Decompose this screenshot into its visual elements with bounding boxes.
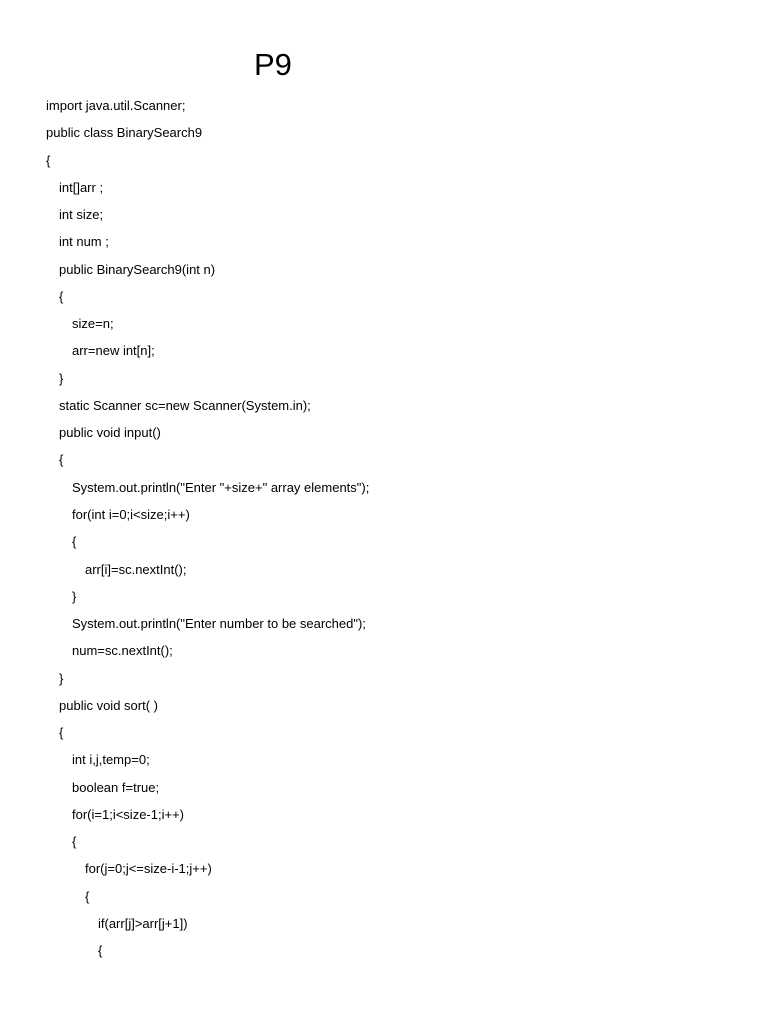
code-line: arr[i]=sc.nextInt(); — [85, 561, 187, 577]
code-line: int i,j,temp=0; — [72, 752, 150, 768]
code-line: { — [98, 943, 103, 959]
code-line: import java.util.Scanner; — [46, 98, 186, 113]
code-block — [46, 92, 746, 965]
code-line: { — [59, 288, 64, 304]
code-line: int size; — [59, 207, 104, 223]
code-line: if(arr[j]>arr[j+1]) — [98, 915, 188, 931]
code-line: public void sort( ) — [59, 697, 158, 713]
code-line: for(i=1;i<size-1;i++) — [72, 806, 184, 822]
code-line: { — [85, 888, 90, 904]
code-line: { — [46, 152, 51, 168]
code-line: arr=new int[n]; — [72, 343, 155, 359]
page-title: P9 — [254, 47, 292, 82]
code-line: int num ; — [59, 234, 109, 250]
code-line: } — [59, 670, 64, 686]
code-line: { — [72, 834, 77, 850]
code-line: } — [72, 588, 77, 604]
code-line: boolean f=true; — [72, 779, 160, 795]
code-line: int[]arr ; — [59, 179, 104, 195]
code-line: System.out.println("Enter "+size+" array elements"); — [72, 479, 370, 495]
code-line: { — [72, 534, 77, 550]
code-line: { — [59, 452, 64, 468]
code-line: public void input() — [59, 425, 161, 441]
code-line: size=n; — [72, 316, 114, 332]
code-line: static Scanner sc=new Scanner(System.in); — [59, 397, 311, 413]
code-line: public class BinarySearch9 — [46, 125, 203, 141]
code-line: } — [59, 370, 64, 386]
code-line: { — [59, 725, 64, 741]
code-line: System.out.println("Enter number to be searched"); — [72, 616, 366, 632]
code-line: for(j=0;j<=size-i-1;j++) — [85, 861, 212, 877]
code-line: public BinarySearch9(int n) — [59, 261, 216, 277]
code-line: num=sc.nextInt(); — [72, 643, 173, 659]
code-line: for(int i=0;i<size;i++) — [72, 506, 190, 522]
